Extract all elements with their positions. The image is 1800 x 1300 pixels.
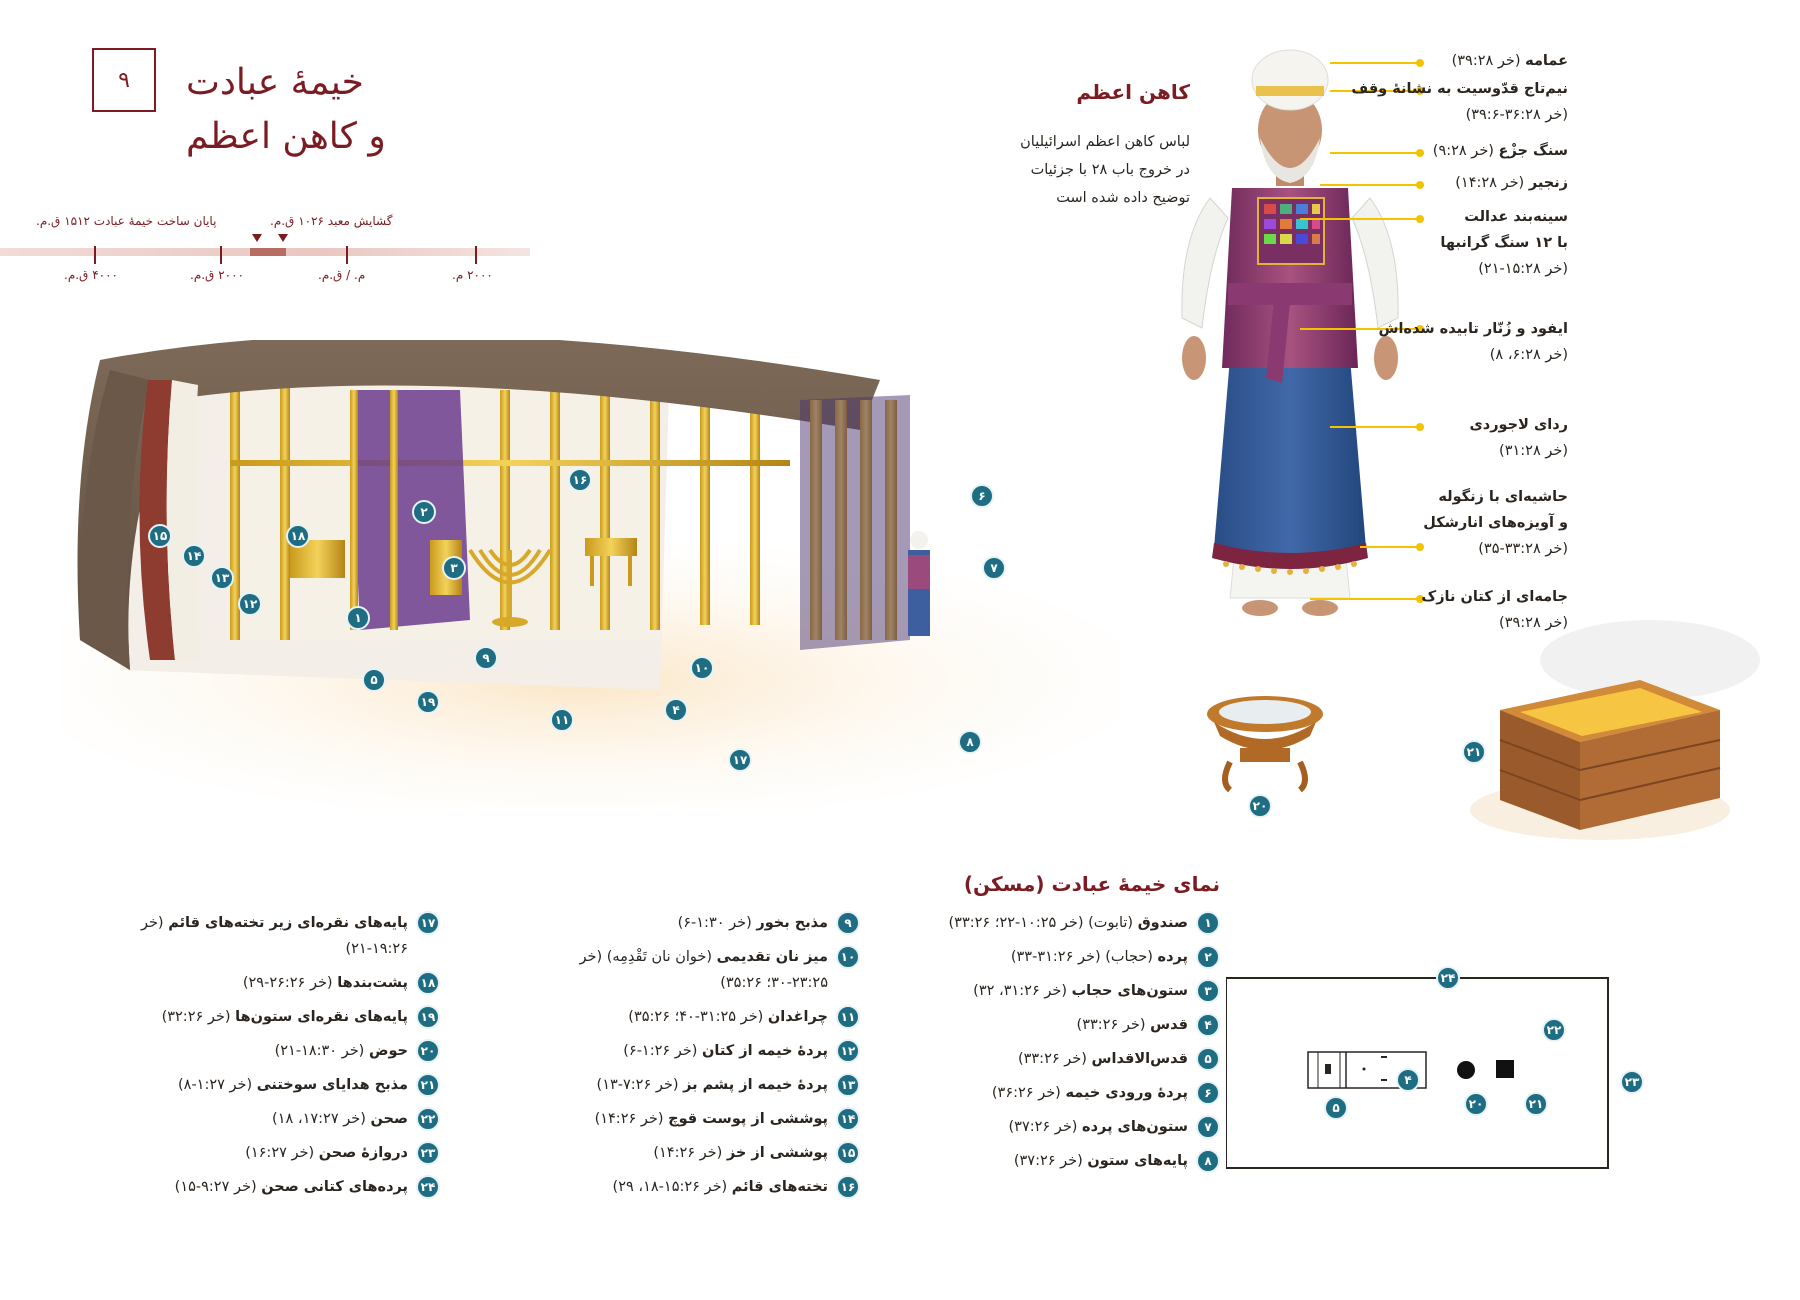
legend-item: ۲۳ دروازهٔ صحن (خر ۱۶:۲۷) xyxy=(110,1140,440,1166)
callout-holy-place: ۴ xyxy=(664,698,688,722)
legend-item: ۲۴ پرده‌های کتانی صحن (خر ۹:۲۷-۱۵) xyxy=(110,1174,440,1200)
timeline-event-temple: گشایش معبد ۱۰۲۶ ق.م. xyxy=(270,214,393,228)
legend-item: ۱۴ پوششی از پوست قوچ (خر ۱۴:۲۶) xyxy=(520,1106,860,1132)
annotation-ephod: ایفود و زُنّار تابیده شده‌اش (خر ۶:۲۸، ۸) xyxy=(1378,321,1568,363)
callout-silver-sockets: ۱۷ xyxy=(728,748,752,772)
annotation-hem: حاشیه‌ای با زنگوله و آویزه‌های انارشکل (خر ۳۳:۲۸-۳۵) xyxy=(1423,489,1568,557)
callout-bars: ۱۸ xyxy=(286,524,310,548)
callout-pillar-bases: ۸ xyxy=(958,730,982,754)
callout-laver: ۲۰ xyxy=(1248,794,1272,818)
high-priest-description: لباس کاهن اعظم اسرائیلیان در خروج باب ۲۸ با جزئیات توضیح داده شده است xyxy=(1020,134,1190,206)
plan-label-4: ۴ xyxy=(1396,1068,1420,1092)
legend-item: ۵ قدس‌الاقداس (خر ۳۳:۲۶) xyxy=(890,1046,1220,1072)
callout-veil: ۲ xyxy=(412,500,436,524)
callout-veil-pillars: ۳ xyxy=(442,556,466,580)
legend-item: ۱ صندوق (تابوت) (خر ۱۰:۲۵-۲۲؛ ۳۳:۲۶) xyxy=(890,910,1220,936)
legend-item: ۶ پردهٔ ورودی خیمه (خر ۳۶:۲۶) xyxy=(890,1080,1220,1106)
plan-label-22: ۲۲ xyxy=(1542,1018,1566,1042)
page-title-line1: خیمهٔ عبادت xyxy=(186,62,364,103)
legend-item: ۲ پرده (حجاب) (خر ۳۱:۲۶-۳۳) xyxy=(890,944,1220,970)
callout-incense-altar: ۹ xyxy=(474,646,498,670)
site-plan-diagram xyxy=(1226,976,1626,1176)
high-priest-illustration xyxy=(1170,38,1410,648)
plan-label-20: ۲۰ xyxy=(1464,1092,1488,1116)
legend-item: ۱۳ پردهٔ خیمه از پشم بز (خر ۷:۲۶-۱۳) xyxy=(520,1072,860,1098)
annotation-crown: نیم‌تاج قدّوسیت به نشانهٔ وقف (خر ۳۶:۲۸-۳۹:۶) xyxy=(1351,81,1568,123)
plan-label-21: ۲۱ xyxy=(1524,1092,1548,1116)
legend-item: ۱۸ پشت‌بندها (خر ۲۶:۲۶-۲۹) xyxy=(110,970,440,996)
legend-item: ۱۰ میز نان تقدیمی (خوان نان تَقْدِمِه) (خر ۲۳:۲۵-۳۰؛ ۳۵:۲۶) xyxy=(520,944,860,996)
legend-item: ۷ ستون‌های پرده (خر ۳۷:۲۶) xyxy=(890,1114,1220,1140)
laver-illustration xyxy=(1200,686,1330,796)
callout-showbread-table: ۱۰ xyxy=(690,656,714,680)
legend-column-1 xyxy=(890,910,1220,1182)
legend-item: ۱۹ پایه‌های نقره‌ای ستون‌ها (خر ۳۲:۲۶) xyxy=(110,1004,440,1030)
legend-item: ۳ ستون‌های حجاب (خر ۳۱:۲۶، ۳۲) xyxy=(890,978,1220,1004)
legend-item: ۱۲ پردهٔ خیمه از کتان (خر ۱:۲۶-۶) xyxy=(520,1038,860,1064)
callout-frames: ۱۶ xyxy=(568,468,592,492)
annotation-turban: عمامه (خر ۳۹:۲۸) xyxy=(1451,53,1568,69)
plan-label-23: ۲۳ xyxy=(1620,1070,1644,1094)
annotation-onyx-stone: سنگ جزْع (خر ۹:۲۸) xyxy=(1432,143,1568,159)
burnt-altar-illustration xyxy=(1440,620,1760,860)
legend-item: ۲۰ حوض (خر ۱۸:۳۰-۲۱) xyxy=(110,1038,440,1064)
tabernacle-heading: نمای خیمهٔ عبادت (مسکن) xyxy=(963,872,1220,896)
legend-item: ۹ مذبح بخور (خر ۱:۳۰-۶) xyxy=(520,910,860,936)
callout-burnt-altar: ۲۱ xyxy=(1462,740,1486,764)
legend-item: ۱۵ پوششی از خز (خر ۱۴:۲۶) xyxy=(520,1140,860,1166)
callout-entrance-screen: ۶ xyxy=(970,484,994,508)
callout-seal-skins: ۱۵ xyxy=(148,524,172,548)
annotation-chain: زنجیر (خر ۱۴:۲۸) xyxy=(1455,175,1568,191)
page-title-line2: و کاهن اعظم xyxy=(186,116,386,157)
legend-item: ۲۲ صحن (خر ۱۷:۲۷، ۱۸) xyxy=(110,1106,440,1132)
legend-column-3 xyxy=(110,910,440,1208)
timeline-tick-label: ۲۰۰۰ م. xyxy=(452,268,493,282)
legend-item: ۲۱ مذبح هدایای سوختنی (خر ۱:۲۷-۸) xyxy=(110,1072,440,1098)
annotation-breastplate: سینه‌بند عدالت با ۱۲ سنگ گرانبها (خر ۱۵:۲۸-۲۱) xyxy=(1440,209,1568,277)
callout-linen-curtain: ۱۲ xyxy=(238,592,262,616)
plan-label-24: ۲۴ xyxy=(1436,966,1460,990)
legend-item: ۱۷ پایه‌های نقره‌ای زیر تخته‌های قائم (خر ۱۹:۲۶-۲۱) xyxy=(110,910,440,962)
callout-pillar-sockets: ۱۹ xyxy=(416,690,440,714)
plan-label-5: ۵ xyxy=(1324,1096,1348,1120)
legend-item: ۸ پایه‌های ستون (خر ۳۷:۲۶) xyxy=(890,1148,1220,1174)
high-priest-heading: کاهن اعظم xyxy=(1076,80,1190,104)
callout-screen-pillars: ۷ xyxy=(982,556,1006,580)
legend-item: ۱۶ تخته‌های قائم (خر ۱۵:۲۶-۱۸، ۲۹) xyxy=(520,1174,860,1200)
timeline-tick-label: ۴۰۰۰ ق.م. xyxy=(64,268,118,282)
callout-goat-hair: ۱۳ xyxy=(210,566,234,590)
timeline xyxy=(0,210,540,290)
timeline-tick-label: ۲۰۰۰ ق.م. xyxy=(190,268,244,282)
callout-ram-skins: ۱۴ xyxy=(182,544,206,568)
timeline-highlight xyxy=(250,248,286,256)
timeline-event-tabernacle: پایان ساخت خیمهٔ عبادت ۱۵۱۲ ق.م. xyxy=(36,214,217,228)
legend-item: ۴ قدس (خر ۳۳:۲۶) xyxy=(890,1012,1220,1038)
annotation-robe: ردای لاجوردی (خر ۳۱:۲۸) xyxy=(1469,417,1568,459)
page-number-box: ۹ xyxy=(92,48,156,112)
timeline-tick-label: م. / ق.م. xyxy=(318,268,366,282)
callout-ark: ۱ xyxy=(346,606,370,630)
callout-most-holy: ۵ xyxy=(362,668,386,692)
legend-column-2 xyxy=(520,910,860,1208)
annotation-linen-garment: جامه‌ای از کتان نازک (خر ۳۹:۲۸) xyxy=(1421,589,1568,631)
legend-item: ۱۱ چراغدان (خر ۳۱:۲۵-۴۰؛ ۳۵:۲۶) xyxy=(520,1004,860,1030)
callout-lampstand: ۱۱ xyxy=(550,708,574,732)
